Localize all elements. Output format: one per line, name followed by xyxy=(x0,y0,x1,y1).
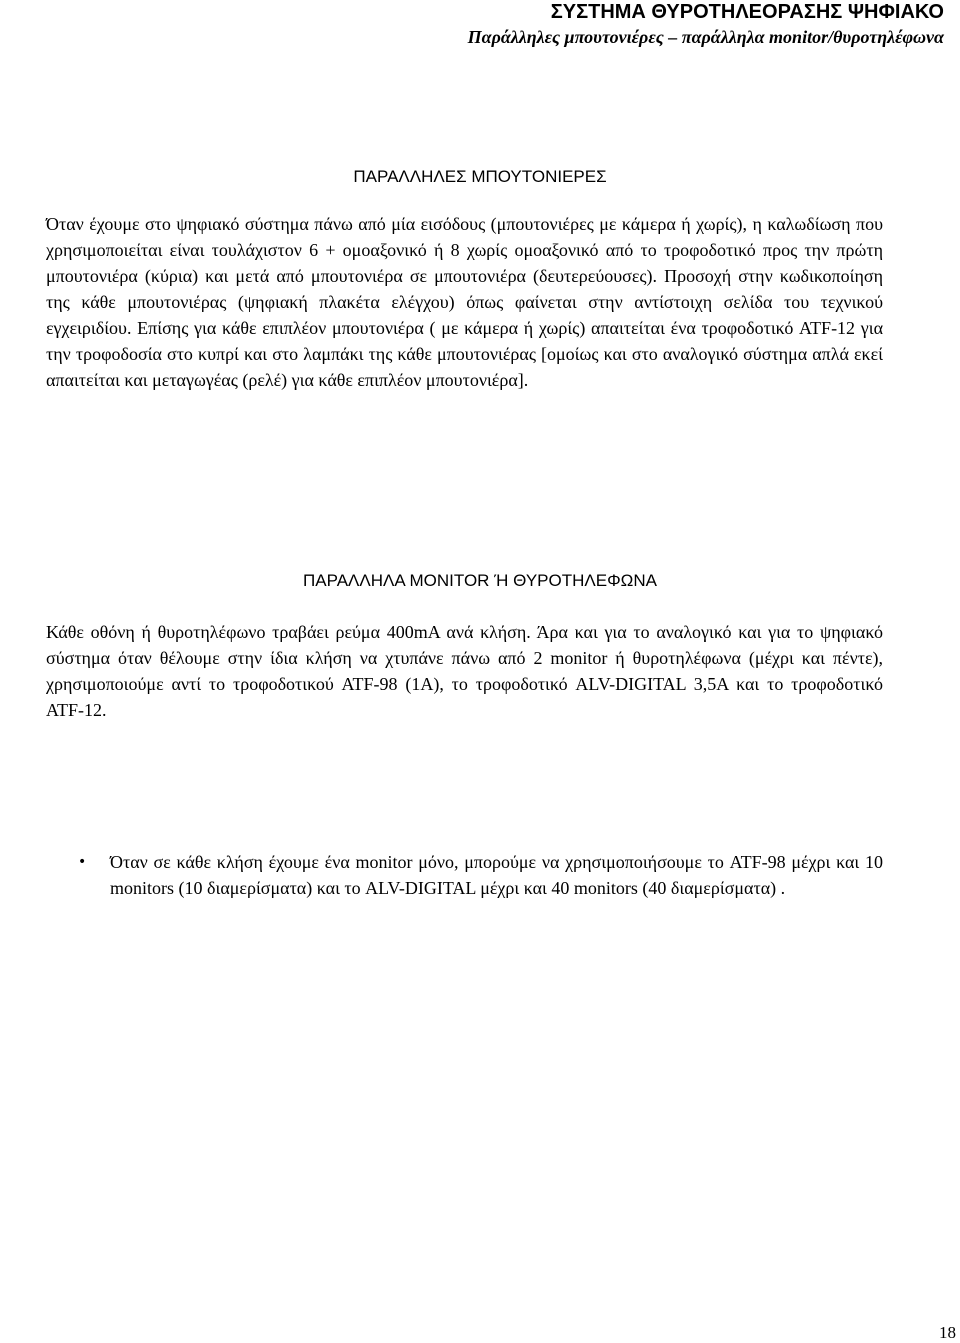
bullet-text: Όταν σε κάθε κλήση έχουμε ένα monitor μόνο, μπορούμε να χρησιμοποιήσουμε το ATF-98 μέχρι και 10 monitors (10 διαμερίσματα) και το ALV-DIGITAL μέχρι και 40 monitors (40 διαμερίσματα) . xyxy=(110,852,883,898)
bullet-list xyxy=(0,849,960,901)
list-item xyxy=(0,849,883,901)
document-header-subtitle: Παράλληλες μπουτονιέρες – παράλληλα monitor/θυροτηλέφωνα xyxy=(467,27,944,47)
section-heading-parallel-monitors: ΠΑΡΑΛΛΗΛΑ MONITOR Ή ΘΥΡΟΤΗΛΕΦΩΝΑ xyxy=(303,571,657,590)
document-header-title: ΣΥΣΤΗΜΑ ΘΥΡΟΤΗΛΕΟΡΑΣΗΣ ΨΗΦΙΑΚΟ xyxy=(550,1,944,23)
section-paragraph-parallel-monitors: Κάθε οθόνη ή θυροτηλέφωνο τραβάει ρεύμα 400mA ανά κλήση. Άρα και για το αναλογικό και για το ψηφιακό σύστημα όταν θέλουμε στην ίδια κλήση να χτυπάνε πάνω από 2 monitor ή θυροτηλέφωνα (μέχρι και πέντε), χρησιμοποιούμε αντί το τροφοδοτικού ATF-98 (1A), το τροφοδοτικό ALV-DIGITAL 3,5A και το τροφοδοτικό ATF-12. xyxy=(46,622,883,720)
section-heading-parallel-panels: ΠΑΡΑΛΛΗΛΕΣ ΜΠΟΥΤΟΝΙΕΡΕΣ xyxy=(353,167,607,186)
section-paragraph-parallel-panels: Όταν έχουμε στο ψηφιακό σύστημα πάνω από μία εισόδους (μπουτονιέρες με κάμερα ή χωρίς), η καλωδίωση που χρησιμοποιείται είναι τουλάχιστον 6 + ομοαξονικό ή 8 χωρίς ομοαξονικό από το τροφοδοτικό προς την πρώτη μπουτονιέρα (κύρια) και μετά από μπουτονιέρα σε μπουτονιέρα (δευτερεύουσες). Προσοχή στην κωδικοποίηση της κάθε μπουτονιέρας (ψηφιακή πλακέτα ελέγχου) όπως φαίνεται στην αντίστοιχη σελίδα του τεχνικού εγχειριδίου. Επίσης για κάθε επιπλέον μπουτονιέρα ( με κάμερα ή χωρίς) απαιτείται ένα τροφοδοτικό ATF-12 για την τροφοδοσία στο κυπρί και στο λαμπάκι της κάθε μπουτονιέρας [ομοίως και στο αναλογικό σύστημα απλά εκεί απαιτείται και μεταγωγέας (ρελέ) για κάθε επιπλέον μπουτονιέρα]. xyxy=(46,214,883,390)
bullet-icon: • xyxy=(78,854,87,870)
page-number: 18 xyxy=(939,1323,956,1342)
